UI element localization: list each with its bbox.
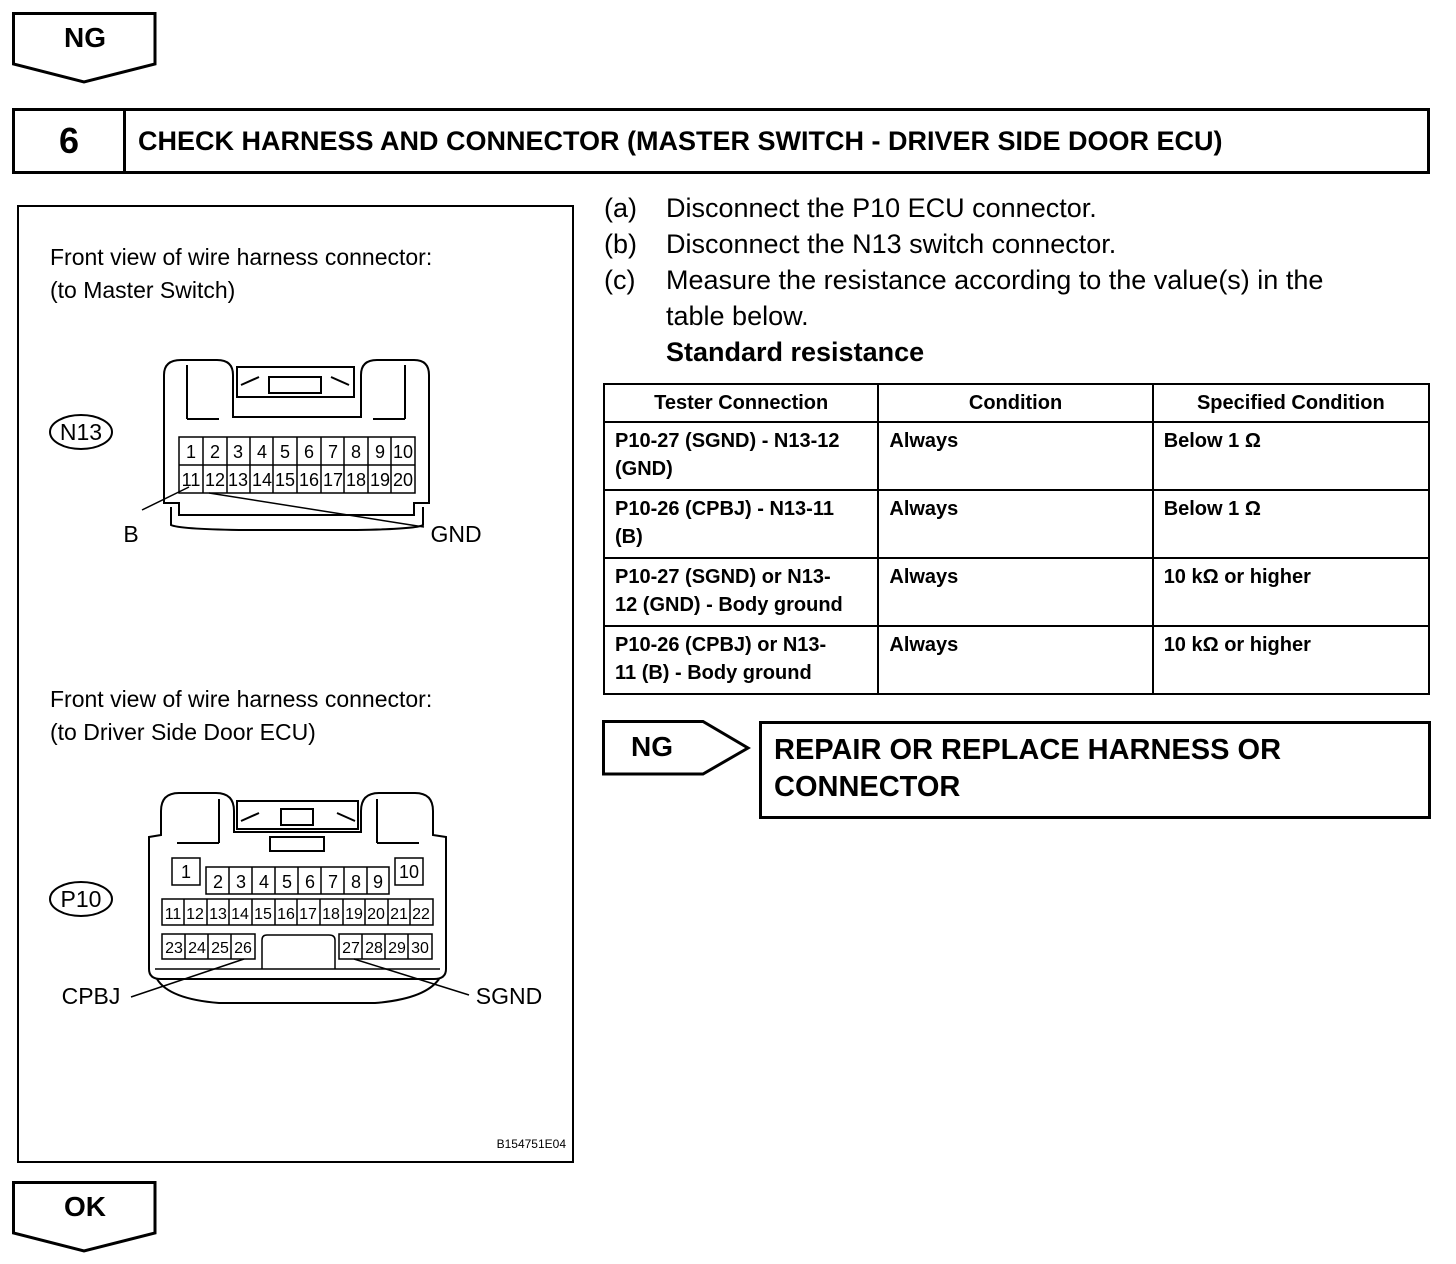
n13-pin: 5: [279, 442, 291, 462]
n13-pin: 2: [209, 442, 221, 462]
p10-pin: 6: [304, 872, 316, 892]
p10-pin: 2: [212, 872, 224, 892]
connector2-caption-line2: (to Driver Side Door ECU): [50, 719, 316, 745]
step-header: [12, 108, 1430, 174]
table-cell-spec: Below 1 Ω: [1153, 422, 1429, 490]
p10-connector-id: P10: [60, 886, 102, 912]
table-row: [604, 626, 1429, 694]
table-cell-condition: Always: [878, 558, 1152, 626]
instruction-letter: (b): [604, 229, 637, 259]
p10-pin: 27: [342, 940, 360, 957]
table-cell-connection: [604, 558, 878, 626]
p10-pin: 13: [209, 906, 227, 923]
p10-pin: 28: [365, 940, 383, 957]
figure-code: B154751E04: [496, 1137, 566, 1151]
n13-pin: 4: [256, 442, 268, 462]
connection-line: P10-27 (SGND) - N13-12: [615, 430, 840, 452]
instruction-b: [604, 226, 1424, 262]
n13-pin: 10: [392, 442, 414, 462]
table-row: [604, 558, 1429, 626]
table-cell-connection: [604, 490, 878, 558]
n13-label-b: B: [123, 521, 139, 547]
p10-pin: 14: [231, 906, 249, 923]
n13-pin: 12: [204, 470, 226, 490]
n13-pin: 9: [374, 442, 386, 462]
ng-result-label: NG: [631, 731, 673, 762]
flow-arrow-ok: [12, 1181, 158, 1253]
resistance-table: [603, 383, 1430, 695]
n13-label-gnd: GND: [430, 521, 482, 547]
p10-pin: 1: [180, 862, 192, 882]
connection-line: P10-26 (CPBJ) - N13-11: [615, 498, 834, 520]
p10-pin: 18: [322, 906, 340, 923]
instruction-text: Disconnect the N13 switch connector.: [666, 229, 1117, 259]
instruction-text-cont: table below.: [666, 301, 809, 331]
flow-arrow-ng: [12, 12, 158, 84]
n13-pin: 13: [227, 470, 249, 490]
table-header: Tester Connection: [604, 384, 878, 422]
connector-diagrams: [19, 207, 572, 1161]
p10-pin: 29: [388, 940, 406, 957]
p10-pin: 24: [188, 940, 206, 957]
p10-pin: 21: [390, 906, 408, 923]
n13-pin: 17: [322, 470, 344, 490]
connector2-caption-line1: Front view of wire harness connector:: [50, 686, 433, 712]
flow-arrow-label: OK: [64, 1191, 106, 1222]
n13-pin: 6: [303, 442, 315, 462]
instruction-c: [604, 262, 1424, 334]
p10-pin: 25: [211, 940, 229, 957]
standard-resistance-label: Standard resistance: [666, 337, 925, 367]
repair-action-line: CONNECTOR: [774, 771, 961, 803]
table-cell-condition: Always: [878, 626, 1152, 694]
repair-action-box: [759, 721, 1431, 819]
table-header-row: [604, 384, 1429, 422]
p10-pin: 4: [258, 872, 270, 892]
p10-pin: 23: [165, 940, 183, 957]
connection-line: P10-27 (SGND) or N13-: [615, 566, 831, 588]
table-cell-condition: Always: [878, 422, 1152, 490]
table-row: [604, 422, 1429, 490]
n13-pin: 16: [298, 470, 320, 490]
p10-pin: 15: [254, 906, 272, 923]
n13-pin: 20: [392, 470, 414, 490]
p10-label-cpbj: CPBJ: [61, 983, 121, 1009]
instruction-text: Measure the resistance according to the value(s) in the: [666, 265, 1324, 295]
n13-pin: 14: [251, 470, 273, 490]
p10-pin: 22: [412, 906, 430, 923]
connection-line: (B): [615, 526, 643, 548]
p10-pin: 7: [327, 872, 339, 892]
connector1-caption-line1: Front view of wire harness connector:: [50, 244, 433, 270]
n13-connector-id: N13: [59, 419, 103, 445]
table-header: Specified Condition: [1153, 384, 1429, 422]
p10-pin: 12: [186, 906, 204, 923]
p10-pin: 17: [299, 906, 317, 923]
n13-pin: 11: [181, 470, 201, 490]
table-header: Condition: [878, 384, 1152, 422]
table-cell-spec: 10 kΩ or higher: [1153, 558, 1429, 626]
table-cell-connection: [604, 422, 878, 490]
p10-pin: 5: [281, 872, 293, 892]
connector1-caption-line2: (to Master Switch): [50, 277, 236, 303]
p10-pin: 16: [277, 906, 295, 923]
flow-arrow-label: NG: [64, 22, 106, 53]
p10-pin: 20: [367, 906, 385, 923]
p10-pin: 10: [398, 862, 420, 882]
n13-pin: 19: [369, 470, 391, 490]
connection-line: 12 (GND) - Body ground: [615, 594, 843, 616]
table-cell-connection: [604, 626, 878, 694]
n13-pin: 7: [327, 442, 339, 462]
connector-figure: [17, 205, 574, 1163]
connection-line: P10-26 (CPBJ) or N13-: [615, 634, 827, 656]
p10-connector-drawing: [50, 793, 469, 1003]
p10-pin: 26: [234, 940, 252, 957]
p10-pin: 3: [235, 872, 247, 892]
p10-label-sgnd: SGND: [475, 983, 543, 1009]
connection-line: 11 (B) - Body ground: [615, 662, 812, 684]
n13-pin: 3: [232, 442, 244, 462]
p10-pin: 19: [345, 906, 363, 923]
n13-pin: 18: [345, 470, 367, 490]
p10-pin: 11: [164, 906, 182, 923]
instruction-letter: (c): [604, 265, 636, 295]
instruction-text: Disconnect the P10 ECU connector.: [666, 193, 1097, 223]
connection-line: (GND): [615, 458, 673, 480]
repair-action-line: REPAIR OR REPLACE HARNESS OR: [774, 734, 1282, 766]
n13-pin: 8: [350, 442, 362, 462]
table-row: [604, 490, 1429, 558]
n13-pin: 1: [185, 442, 197, 462]
instruction-a: [604, 190, 1424, 226]
table-cell-spec: 10 kΩ or higher: [1153, 626, 1429, 694]
table-cell-spec: Below 1 Ω: [1153, 490, 1429, 558]
p10-pin: 30: [411, 940, 429, 957]
step-title: CHECK HARNESS AND CONNECTOR (MASTER SWITCH - DRIVER SIDE DOOR ECU): [138, 125, 1223, 156]
p10-pin: 9: [372, 872, 384, 892]
instruction-letter: (a): [604, 193, 637, 223]
n13-pin: 15: [274, 470, 296, 490]
p10-pin: 8: [350, 872, 362, 892]
ng-result-tag: [602, 720, 752, 778]
step-number: 6: [15, 111, 126, 171]
table-cell-condition: Always: [878, 490, 1152, 558]
